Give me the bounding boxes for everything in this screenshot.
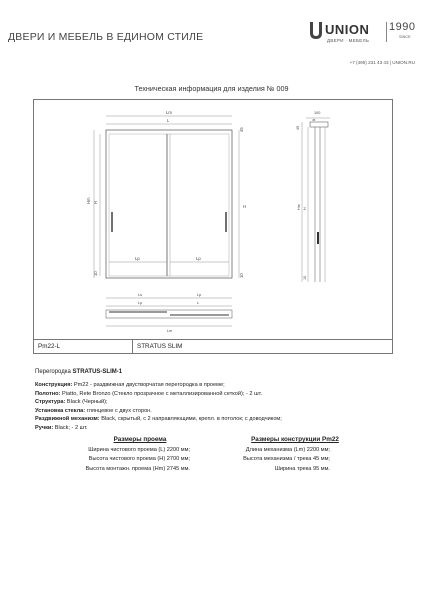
technical-drawing	[34, 100, 394, 340]
label-dim-right-bottom: 10	[239, 273, 244, 278]
plan-label-lp-right: Lp	[197, 293, 202, 297]
side-label-top: 45	[312, 118, 316, 122]
label-dim-right-mid: H	[243, 204, 247, 209]
side-label-left: 45	[296, 125, 300, 130]
model-row	[33, 339, 393, 354]
spec-intro-prefix: Перегородка	[35, 369, 73, 375]
drawing-frame	[33, 99, 393, 354]
plan-view	[106, 298, 232, 326]
construction-dimension-item: Высота механизма / трека 45 мм;	[243, 456, 330, 463]
construction-dimension-item: Ширина трека 95 мм.	[274, 465, 330, 472]
label-ten: 10	[93, 271, 98, 276]
spec-label: Ручки:	[35, 424, 54, 431]
spec-label: Установка стекла:	[35, 407, 86, 414]
model-row-divider	[132, 340, 133, 353]
plan-label-lp-left: Lp	[138, 301, 143, 305]
logo-tagline: ДВЕРИ · МЕБЕЛЬ	[327, 38, 370, 43]
contacts-line[interactable]: +7 (495) 231 43 43 | UNION.RU	[349, 60, 415, 65]
spec-label: Структура:	[35, 399, 66, 406]
spec-value: Black, скрытый, с 2 направляющими, крепл. в потолок; с доводчиком;	[99, 416, 282, 423]
document-title: Техническая информация для изделия № 009	[134, 84, 289, 93]
spec-label: Конструкция:	[35, 382, 73, 388]
construction-dimensions	[195, 446, 330, 474]
plan-label-l: L	[197, 301, 200, 305]
spec-row-construction	[35, 381, 385, 390]
spec-value: Black; - 2 шт.	[53, 424, 88, 431]
label-h: H	[93, 200, 98, 204]
spec-value: глянцевое с двух сторон.	[85, 407, 152, 414]
spec-label: Полотно:	[35, 390, 61, 397]
spec-row-panel	[35, 390, 385, 399]
logo-brand-text: UNION	[325, 22, 370, 37]
model-code: Pm22-L	[38, 343, 61, 350]
spec-list	[35, 381, 385, 433]
spec-value: Pm22 - раздвижная двустворчатая перегородка в проеме;	[72, 382, 225, 388]
front-view-labels	[86, 110, 246, 278]
spec-intro-model: STRATUS-SLIM-1	[72, 369, 123, 375]
spec-row-mechanism	[35, 415, 385, 424]
opening-dimension-item: Высота монтажн. проема (Hm) 2745 мм.	[85, 465, 190, 472]
opening-dimension-item: Высота чистового проема (H) 2700 мм;	[88, 456, 190, 463]
front-view	[94, 116, 239, 278]
construction-dimensions-title: Размеры конструкции Pm22	[251, 436, 339, 443]
label-dim-right-top: 45	[239, 127, 244, 132]
logo-since: SINCE	[399, 35, 411, 39]
page-header-title: ДВЕРИ И МЕБЕЛЬ В ЕДИНОМ СТИЛЕ	[8, 31, 204, 43]
plan-view-labels	[138, 293, 201, 333]
logo-divider	[386, 22, 387, 42]
label-lm: Lm	[166, 110, 172, 115]
spec-row-handles	[35, 424, 385, 433]
spec-row-structure	[35, 398, 385, 407]
label-lp-right: Lp	[196, 256, 201, 261]
spec-row-glass	[35, 407, 385, 416]
opening-dimension-item: Ширина чистового проема (L) 2200 мм;	[88, 447, 190, 453]
label-hm: Hm	[86, 197, 91, 204]
spec-label: Раздвижной механизм:	[35, 416, 100, 423]
logo-year: 1990	[389, 21, 416, 33]
union-logo[interactable]	[309, 20, 417, 48]
spec-value: Piatto, Rete Bronzo (Стекло прозрачное с металлизированной сеткой); - 2 шт.	[60, 390, 263, 397]
label-lp-left: Lp	[135, 256, 140, 261]
side-label-10: 10	[303, 275, 307, 280]
spec-intro	[35, 369, 122, 375]
opening-dimensions	[20, 446, 190, 474]
model-name: STRATUS SLIM	[137, 343, 183, 350]
union-u-logo-icon	[309, 21, 323, 40]
label-l: L	[167, 118, 170, 123]
side-label-width: 100	[314, 111, 321, 115]
side-view	[302, 118, 330, 282]
plan-label-lm: Lm	[167, 329, 173, 333]
spec-value: Black (Черный);	[65, 399, 108, 406]
side-label-h: H	[303, 207, 307, 210]
side-label-hm: Hm	[297, 204, 301, 210]
construction-dimension-item: Длина механизма (Lm) 2200 мм;	[245, 447, 330, 453]
plan-label-ls: Ls	[138, 293, 143, 297]
opening-dimensions-title: Размеры проема	[113, 436, 167, 443]
